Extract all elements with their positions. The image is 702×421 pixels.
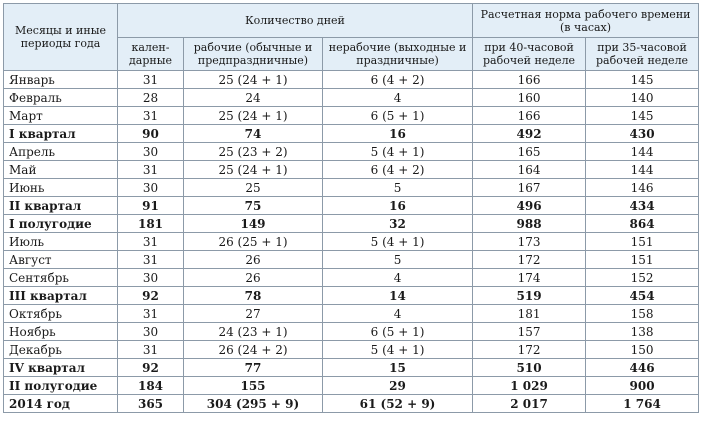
- period-cell: Июль: [4, 233, 118, 251]
- table-row: [4, 287, 699, 305]
- period-cell: Февраль: [4, 89, 118, 107]
- period-cell: Январь: [4, 71, 118, 89]
- hours-40-cell: 988: [473, 215, 586, 233]
- working-days-cell: 26 (24 + 2): [184, 341, 323, 359]
- hours-35-cell: 145: [586, 107, 699, 125]
- hours-40-cell: 166: [473, 107, 586, 125]
- working-days-cell: 77: [184, 359, 323, 377]
- table-row: [4, 197, 699, 215]
- table-header: [4, 4, 699, 71]
- hours-40-cell: 172: [473, 251, 586, 269]
- calendar-days-cell: 31: [118, 251, 184, 269]
- hours-35-cell: 140: [586, 89, 699, 107]
- hours-40-cell: 174: [473, 269, 586, 287]
- working-days-cell: 25 (24 + 1): [184, 107, 323, 125]
- table-row: [4, 323, 699, 341]
- period-cell: Декабрь: [4, 341, 118, 359]
- working-days-cell: 26: [184, 269, 323, 287]
- calendar-days-cell: 31: [118, 341, 184, 359]
- hours-40-cell: 173: [473, 233, 586, 251]
- working-days-cell: 25: [184, 179, 323, 197]
- nonworking-days-cell: 4: [323, 305, 473, 323]
- hours-40-cell: 492: [473, 125, 586, 143]
- calendar-days-cell: 28: [118, 89, 184, 107]
- period-cell: Август: [4, 251, 118, 269]
- table-row: [4, 341, 699, 359]
- calendar-days-cell: 31: [118, 71, 184, 89]
- working-days-cell: 25 (23 + 2): [184, 143, 323, 161]
- hours-40-cell: 167: [473, 179, 586, 197]
- calendar-days-cell: 91: [118, 197, 184, 215]
- header-40-hour-week: при 40-часовой рабочей неделе: [473, 38, 586, 71]
- header-period: Месяцы и иные периоды года: [4, 4, 118, 71]
- table-row: [4, 269, 699, 287]
- hours-35-cell: 446: [586, 359, 699, 377]
- hours-35-cell: 152: [586, 269, 699, 287]
- nonworking-days-cell: 16: [323, 197, 473, 215]
- calendar-days-cell: 92: [118, 359, 184, 377]
- calendar-days-cell: 181: [118, 215, 184, 233]
- period-cell: II полугодие: [4, 377, 118, 395]
- working-days-cell: 24: [184, 89, 323, 107]
- period-cell: Сентябрь: [4, 269, 118, 287]
- table-row: [4, 179, 699, 197]
- nonworking-days-cell: 61 (52 + 9): [323, 395, 473, 413]
- period-cell: III квартал: [4, 287, 118, 305]
- hours-35-cell: 146: [586, 179, 699, 197]
- period-cell: I полугодие: [4, 215, 118, 233]
- hours-35-cell: 144: [586, 161, 699, 179]
- hours-35-cell: 151: [586, 251, 699, 269]
- hours-40-cell: 2 017: [473, 395, 586, 413]
- hours-40-cell: 164: [473, 161, 586, 179]
- hours-40-cell: 1 029: [473, 377, 586, 395]
- table-row: [4, 107, 699, 125]
- table-row: [4, 71, 699, 89]
- working-days-cell: 26: [184, 251, 323, 269]
- hours-40-cell: 166: [473, 71, 586, 89]
- working-days-cell: 25 (24 + 1): [184, 71, 323, 89]
- hours-35-cell: 1 764: [586, 395, 699, 413]
- table-row: [4, 161, 699, 179]
- hours-35-cell: 434: [586, 197, 699, 215]
- calendar-days-cell: 184: [118, 377, 184, 395]
- table-row: [4, 395, 699, 413]
- nonworking-days-cell: 6 (5 + 1): [323, 323, 473, 341]
- working-days-cell: 149: [184, 215, 323, 233]
- nonworking-days-cell: 4: [323, 89, 473, 107]
- calendar-days-cell: 90: [118, 125, 184, 143]
- hours-35-cell: 864: [586, 215, 699, 233]
- hours-35-cell: 138: [586, 323, 699, 341]
- period-cell: Октябрь: [4, 305, 118, 323]
- nonworking-days-cell: 6 (4 + 2): [323, 161, 473, 179]
- nonworking-days-cell: 15: [323, 359, 473, 377]
- working-days-cell: 155: [184, 377, 323, 395]
- period-cell: 2014 год: [4, 395, 118, 413]
- hours-35-cell: 900: [586, 377, 699, 395]
- period-cell: I квартал: [4, 125, 118, 143]
- calendar-days-cell: 365: [118, 395, 184, 413]
- nonworking-days-cell: 5 (4 + 1): [323, 143, 473, 161]
- working-days-cell: 304 (295 + 9): [184, 395, 323, 413]
- hours-35-cell: 144: [586, 143, 699, 161]
- calendar-days-cell: 30: [118, 179, 184, 197]
- calendar-days-cell: 31: [118, 305, 184, 323]
- period-cell: Март: [4, 107, 118, 125]
- calendar-days-cell: 31: [118, 161, 184, 179]
- hours-35-cell: 150: [586, 341, 699, 359]
- header-norm-group: Расчетная норма рабочего времени (в часах): [473, 4, 699, 38]
- hours-40-cell: 519: [473, 287, 586, 305]
- hours-40-cell: 510: [473, 359, 586, 377]
- calendar-days-cell: 30: [118, 143, 184, 161]
- calendar-days-cell: 92: [118, 287, 184, 305]
- hours-35-cell: 145: [586, 71, 699, 89]
- header-35-hour-week: при 35-часовой рабочей неделе: [586, 38, 699, 71]
- hours-35-cell: 454: [586, 287, 699, 305]
- table-row: [4, 143, 699, 161]
- table-row: [4, 233, 699, 251]
- calendar-days-cell: 30: [118, 323, 184, 341]
- nonworking-days-cell: 4: [323, 269, 473, 287]
- header-calendar-days: кален-дарные: [118, 38, 184, 71]
- nonworking-days-cell: 5: [323, 251, 473, 269]
- nonworking-days-cell: 5 (4 + 1): [323, 233, 473, 251]
- period-cell: Ноябрь: [4, 323, 118, 341]
- hours-40-cell: 165: [473, 143, 586, 161]
- header-working-days: рабочие (обычные и предпраздничные): [184, 38, 323, 71]
- period-cell: II квартал: [4, 197, 118, 215]
- working-time-norm-table: [3, 3, 699, 413]
- table-row: [4, 377, 699, 395]
- nonworking-days-cell: 6 (5 + 1): [323, 107, 473, 125]
- hours-40-cell: 172: [473, 341, 586, 359]
- period-cell: IV квартал: [4, 359, 118, 377]
- hours-35-cell: 430: [586, 125, 699, 143]
- nonworking-days-cell: 6 (4 + 2): [323, 71, 473, 89]
- calendar-days-cell: 31: [118, 233, 184, 251]
- table-body: [4, 71, 699, 413]
- table-row: [4, 251, 699, 269]
- nonworking-days-cell: 16: [323, 125, 473, 143]
- table-row: [4, 305, 699, 323]
- calendar-days-cell: 31: [118, 107, 184, 125]
- header-row-top: [4, 4, 699, 38]
- table-row: [4, 215, 699, 233]
- working-days-cell: 26 (25 + 1): [184, 233, 323, 251]
- hours-35-cell: 158: [586, 305, 699, 323]
- nonworking-days-cell: 14: [323, 287, 473, 305]
- table-row: [4, 89, 699, 107]
- nonworking-days-cell: 29: [323, 377, 473, 395]
- nonworking-days-cell: 5 (4 + 1): [323, 341, 473, 359]
- header-nonworking-days: нерабочие (выходные и праздничные): [323, 38, 473, 71]
- hours-40-cell: 181: [473, 305, 586, 323]
- hours-35-cell: 151: [586, 233, 699, 251]
- working-days-cell: 75: [184, 197, 323, 215]
- working-days-cell: 24 (23 + 1): [184, 323, 323, 341]
- hours-40-cell: 496: [473, 197, 586, 215]
- working-days-cell: 27: [184, 305, 323, 323]
- nonworking-days-cell: 5: [323, 179, 473, 197]
- hours-40-cell: 160: [473, 89, 586, 107]
- period-cell: Апрель: [4, 143, 118, 161]
- period-cell: Июнь: [4, 179, 118, 197]
- header-days-group: Количество дней: [118, 4, 473, 38]
- table-row: [4, 359, 699, 377]
- table-row: [4, 125, 699, 143]
- period-cell: Май: [4, 161, 118, 179]
- calendar-days-cell: 30: [118, 269, 184, 287]
- working-days-cell: 74: [184, 125, 323, 143]
- hours-40-cell: 157: [473, 323, 586, 341]
- working-days-cell: 78: [184, 287, 323, 305]
- nonworking-days-cell: 32: [323, 215, 473, 233]
- working-days-cell: 25 (24 + 1): [184, 161, 323, 179]
